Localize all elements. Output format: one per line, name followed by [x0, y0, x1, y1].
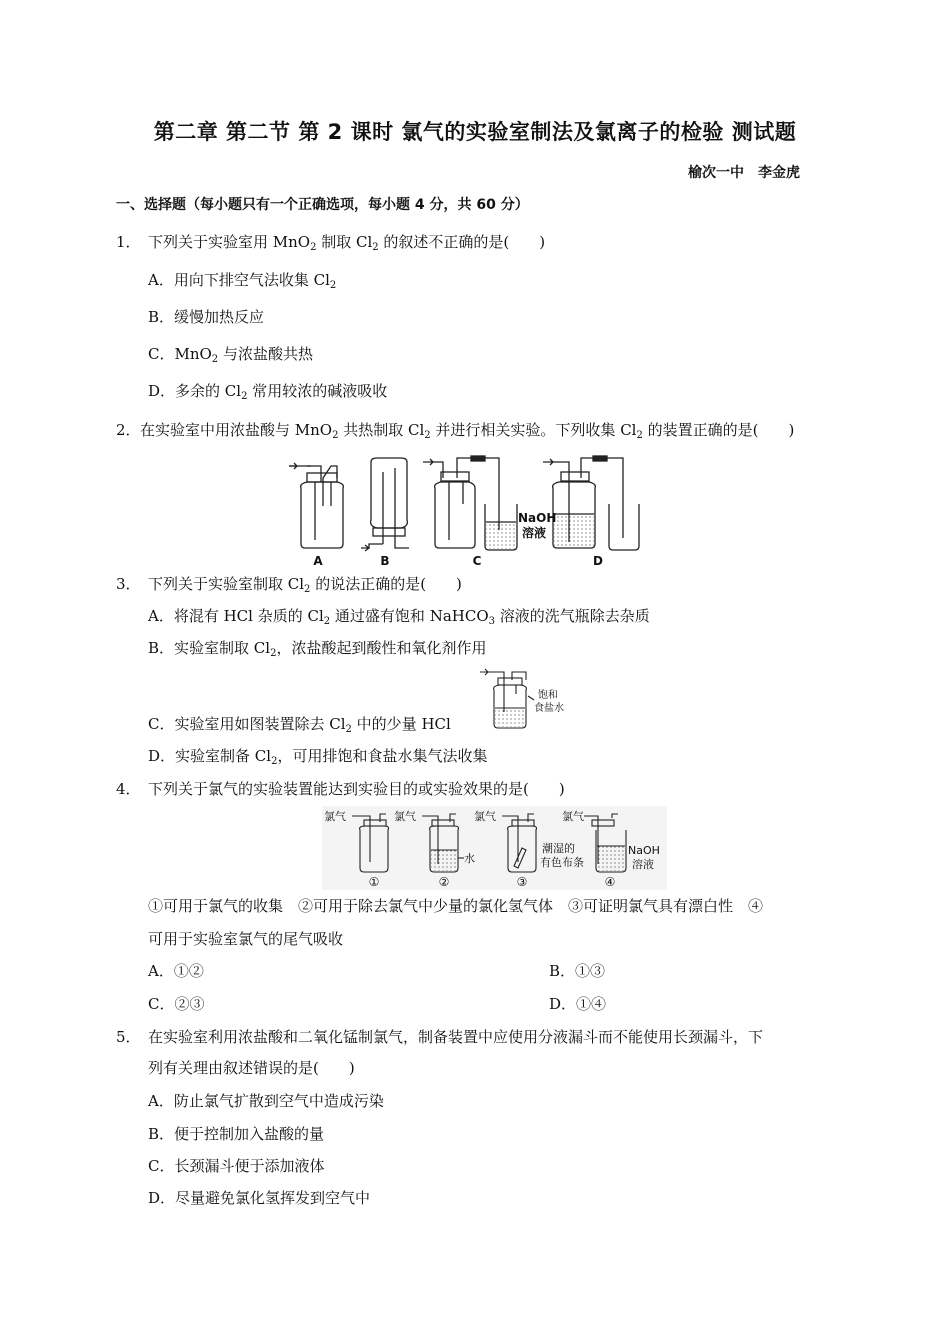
option-c[interactable]: C．MnO$_2$ 与浓盐酸共热 — [148, 345, 313, 365]
statement-line-1: ①可用于氯气的收集 ②可用于除去氯气中少量的氯化氢气体 ③可证明氯气具有漂白性 ④ — [148, 897, 764, 915]
option-a[interactable]: A．用向下排空气法收集 $Cl_2$ — [148, 271, 337, 291]
option-a[interactable]: A．①② — [148, 962, 204, 980]
gas-label-3: 氯气 — [474, 810, 496, 823]
option-d[interactable]: D．实验室制备 $Cl_2$，可用排饱和食盐水集气法收集 — [148, 747, 488, 767]
option-a[interactable]: A．防止氯气扩散到空气中造成污染 — [148, 1092, 384, 1110]
gas-label-4: 氯气 — [562, 810, 584, 823]
question-stem-line-2: 列有关理由叙述错误的是( ) — [148, 1059, 355, 1077]
option-d[interactable]: D．多余的 $Cl_2$ 常用较浓的碱液吸收 — [148, 382, 388, 402]
apparatus-d — [543, 456, 639, 550]
colored-cloth-label: 有色布条 — [540, 856, 584, 869]
fig-num-3: ③ — [516, 875, 528, 889]
apparatus-c — [423, 456, 517, 550]
page-title: 第二章 第二节 第 2 课时 氯气的实验室制法及氯离子的检验 测试题 — [153, 120, 797, 144]
fig-num-1: ① — [368, 875, 380, 889]
question-stem-line-1: 在实验室利用浓盐酸和二氧化锰制氯气，制备装置中应使用分液漏斗而不能使用长颈漏斗，下 — [148, 1028, 764, 1046]
brine-label: 食盐水 — [534, 703, 564, 714]
statement-line-2: 可用于实验室氯气的尾气吸收 — [148, 930, 344, 948]
question-stem: 下列关于实验室用 MnO$_2$ 制取 $Cl_2$ 的叙述不正确的是( ) — [148, 233, 546, 253]
label-c: C — [472, 554, 482, 568]
option-c[interactable]: C．实验室用如图装置除去 $Cl_2$ 中的少量 HCl — [148, 715, 451, 735]
fig-num-2: ② — [438, 875, 450, 889]
question-stem: 下列关于实验室制取 $Cl_2$ 的说法正确的是( ) — [148, 575, 462, 595]
q3-washing-bottle-figure — [478, 666, 568, 732]
question-number: 1． — [116, 233, 141, 251]
option-b[interactable]: B．实验室制取 $Cl_2$，浓盐酸起到酸性和氧化剂作用 — [148, 639, 487, 659]
fig-num-4: ④ — [604, 875, 616, 889]
option-b[interactable]: B．便于控制加入盐酸的量 — [148, 1125, 325, 1143]
option-a[interactable]: A．将混有 HCl 杂质的 $Cl_2$ 通过盛有饱和 NaHCO$_3$ 溶液的洗气瓶除去杂质 — [148, 607, 650, 627]
naoh-label: NaOH — [628, 844, 660, 857]
section-heading: 一、选择题（每小题只有一个正确选项，每小题 4 分，共 60 分） — [116, 197, 529, 213]
apparatus-b — [361, 458, 409, 551]
label-b: B — [380, 554, 390, 568]
question-number: 3． — [116, 575, 141, 593]
naoh-label: NaOH — [518, 511, 557, 525]
author-line: 榆次一中 李金虎 — [688, 165, 800, 181]
question-number: 5． — [116, 1028, 141, 1046]
option-c[interactable]: C．②③ — [148, 995, 205, 1013]
option-b[interactable]: B．缓慢加热反应 — [148, 308, 265, 326]
gas-label-2: 氯气 — [394, 810, 416, 823]
label-a: A — [313, 554, 323, 568]
saturated-label: 饱和 — [538, 690, 558, 701]
option-c[interactable]: C．长颈漏斗便于添加液体 — [148, 1157, 325, 1175]
gas-label-1: 氯气 — [324, 810, 346, 823]
solution-label: 溶液 — [632, 858, 654, 871]
water-label: 水 — [464, 852, 475, 865]
option-d[interactable]: D．尽量避免氯化氢挥发到空气中 — [148, 1189, 371, 1207]
q4-apparatus-figure — [322, 806, 667, 890]
option-d[interactable]: D．①④ — [549, 995, 607, 1013]
question-stem: 下列关于氯气的实验装置能达到实验目的或实验效果的是( ) — [148, 780, 565, 798]
option-b[interactable]: B．①③ — [549, 962, 606, 980]
apparatus-a — [289, 466, 343, 548]
question-number: 4． — [116, 780, 141, 798]
question-stem: 在实验室中用浓盐酸与 MnO$_2$ 共热制取 $Cl_2$ 并进行相关实验。下列收集 $Cl_2$ 的装置正确的是( ) — [140, 421, 795, 441]
q2-apparatus-figure — [285, 448, 655, 570]
label-d: D — [593, 554, 603, 568]
question-number: 2． — [116, 421, 141, 439]
wet-label: 潮湿的 — [542, 842, 575, 855]
solution-label: 溶液 — [522, 526, 547, 540]
